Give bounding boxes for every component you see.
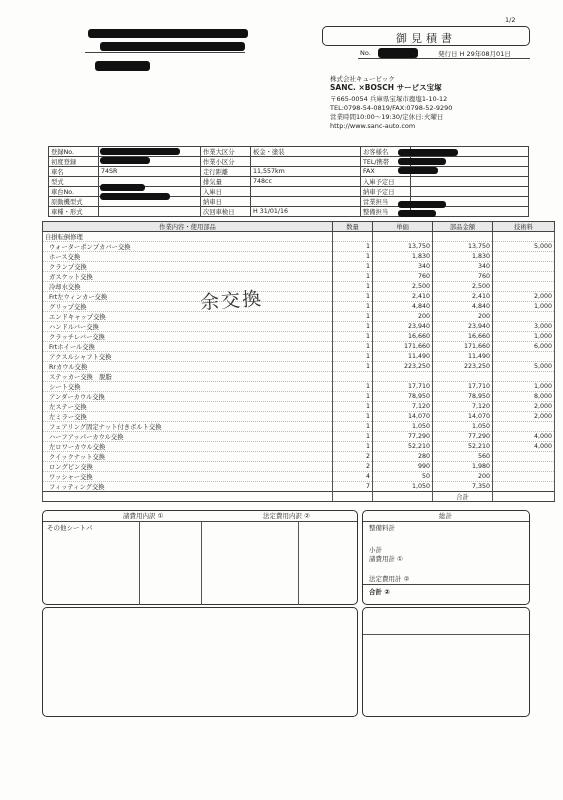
table-row — [43, 232, 555, 242]
cell-desc: ステッカー交換 脱脂 — [43, 372, 333, 382]
info-value — [411, 177, 529, 187]
cell-labor: 4,000 — [493, 442, 555, 452]
cell-amount: 7,120 — [433, 402, 493, 412]
table-row — [43, 382, 555, 392]
cell-unit: 1,050 — [373, 482, 433, 492]
info-value: 板金・塗装 — [251, 147, 361, 157]
info-value — [251, 197, 361, 207]
table-row — [43, 402, 555, 412]
info-value — [251, 187, 361, 197]
table-row — [43, 282, 555, 292]
cell-desc: ワッシャー交換 — [43, 472, 333, 482]
cell-amount: 1,980 — [433, 462, 493, 472]
table-header-row — [43, 222, 555, 232]
cell-labor: 6,000 — [493, 342, 555, 352]
redacted-field — [398, 210, 436, 217]
cell-amount: 11,490 — [433, 352, 493, 362]
redacted-field — [398, 158, 446, 165]
cell-amount: 16,660 — [433, 332, 493, 342]
cell-labor: 3,000 — [493, 322, 555, 332]
cell-unit: 52,210 — [373, 442, 433, 452]
column-header: 数量 — [333, 222, 373, 232]
column-header: 部品金額 — [433, 222, 493, 232]
cell-unit: 171,660 — [373, 342, 433, 352]
cell-unit: 1,830 — [373, 252, 433, 262]
info-value — [411, 187, 529, 197]
cell-amount: 171,660 — [433, 342, 493, 352]
cell-desc: アンダーカウル交換 — [43, 392, 333, 402]
cell-labor — [493, 272, 555, 282]
cell-unit: 2,410 — [373, 292, 433, 302]
cell-qty: 1 — [333, 292, 373, 302]
info-label: 営業担当 — [361, 197, 411, 207]
cell-amount: 223,250 — [433, 362, 493, 372]
cell-unit: 78,950 — [373, 392, 433, 402]
cell-desc: ロングピン交換 — [43, 462, 333, 472]
cell-desc: クラッチレバー交換 — [43, 332, 333, 342]
cell-labor — [493, 232, 555, 242]
company-name: SANC. ×BOSCH サービス宝塚 — [330, 83, 442, 92]
title-box — [322, 26, 530, 46]
cell-labor — [493, 422, 555, 432]
cell-unit — [373, 372, 433, 382]
cell-labor — [493, 472, 555, 482]
info-value: H 31/01/16 — [251, 207, 361, 217]
redacted-field — [100, 148, 180, 155]
table-row — [43, 432, 555, 442]
subtotal-label: 小計 — [369, 546, 382, 554]
cell-desc: Frt左ウィンカー交換 — [43, 292, 333, 302]
cell-unit: 13,750 — [373, 242, 433, 252]
cell-qty: 1 — [333, 272, 373, 282]
total-cell — [333, 492, 373, 502]
cell-unit: 1,050 — [373, 422, 433, 432]
divider — [298, 521, 299, 605]
cell-qty: 1 — [333, 342, 373, 352]
estimate-items-table — [42, 221, 555, 502]
divider — [139, 521, 140, 605]
table-row — [43, 292, 555, 302]
table-row — [43, 362, 555, 372]
cell-qty: 1 — [333, 262, 373, 272]
info-label: 登録No. — [49, 147, 99, 157]
table-row — [43, 322, 555, 332]
cell-qty: 1 — [333, 412, 373, 422]
cell-amount: 2,410 — [433, 292, 493, 302]
divider — [363, 634, 529, 635]
total-cell — [373, 492, 433, 502]
name-underline — [85, 52, 245, 53]
table-row — [43, 262, 555, 272]
summary-label: 総計 — [439, 512, 452, 520]
cell-qty: 1 — [333, 352, 373, 362]
company-hours: 営業時間10:00～19:30/定休日:火曜日 — [330, 113, 444, 121]
info-label: 次回車検日 — [201, 207, 251, 217]
cell-desc: Frtホイール交換 — [43, 342, 333, 352]
cell-qty: 1 — [333, 322, 373, 332]
cell-labor — [493, 462, 555, 472]
cell-desc: アクスルシャフト交換 — [43, 352, 333, 362]
info-label: 車種・形式 — [49, 207, 99, 217]
redacted-field — [398, 167, 438, 174]
cell-qty: 7 — [333, 482, 373, 492]
cell-amount: 7,350 — [433, 482, 493, 492]
table-row — [43, 452, 555, 462]
cell-unit: 14,070 — [373, 412, 433, 422]
table-row — [43, 462, 555, 472]
cell-desc: ハーフアッパーカウル交換 — [43, 432, 333, 442]
redacted-field — [100, 157, 150, 164]
cell-amount: 77,290 — [433, 432, 493, 442]
cell-labor: 8,000 — [493, 392, 555, 402]
cell-desc: フェアリング固定ナット付きボルト交換 — [43, 422, 333, 432]
stamp-box — [362, 607, 530, 717]
cell-desc: 左ミラー交換 — [43, 412, 333, 422]
cell-labor — [493, 282, 555, 292]
info-label: 作業小区分 — [201, 157, 251, 167]
info-value: 74SR — [99, 167, 201, 177]
cell-amount: 200 — [433, 472, 493, 482]
redacted-field — [100, 184, 145, 191]
info-label: 整備担当 — [361, 207, 411, 217]
cell-desc: グリップ交換 — [43, 302, 333, 312]
redacted-field — [398, 149, 458, 156]
cell-labor: 2,000 — [493, 402, 555, 412]
cell-desc: 自損転倒修理 — [43, 232, 333, 242]
cell-desc: 左ロワーカウル交換 — [43, 442, 333, 452]
grand-total-label: 合計 ② — [369, 588, 390, 596]
cell-qty: 1 — [333, 382, 373, 392]
cell-desc: Rrカウル交換 — [43, 362, 333, 372]
table-row — [43, 412, 555, 422]
cell-unit: 340 — [373, 262, 433, 272]
cell-amount: 14,070 — [433, 412, 493, 422]
cell-qty: 1 — [333, 362, 373, 372]
redacted-field — [100, 193, 170, 200]
cell-qty: 1 — [333, 252, 373, 262]
info-label: FAX — [361, 167, 411, 177]
redacted-customer — [88, 29, 248, 38]
cell-labor: 1,000 — [493, 332, 555, 342]
cell-qty: 1 — [333, 332, 373, 342]
column-header: 技術料 — [493, 222, 555, 232]
info-label: TEL/携帯 — [361, 157, 411, 167]
cell-unit: 280 — [373, 452, 433, 462]
column-header: 作業内容・使用部品 — [43, 222, 333, 232]
cell-amount: 23,940 — [433, 322, 493, 332]
cell-labor: 5,000 — [493, 242, 555, 252]
cell-qty: 1 — [333, 312, 373, 322]
cell-amount: 13,750 — [433, 242, 493, 252]
cell-labor — [493, 252, 555, 262]
cell-labor: 5,000 — [493, 362, 555, 372]
cell-unit: 16,660 — [373, 332, 433, 342]
cell-desc: フィッティング交換 — [43, 482, 333, 492]
column-header: 単価 — [373, 222, 433, 232]
cell-amount: 1,830 — [433, 252, 493, 262]
cell-qty — [333, 232, 373, 242]
company-address: 〒665-0054 兵庫県宝塚市鹿塩1-10-12 — [330, 95, 448, 103]
table-row — [43, 472, 555, 482]
cell-labor — [493, 482, 555, 492]
maintenance-total-label: 整備料計 — [369, 524, 395, 532]
info-label: 排気量 — [201, 177, 251, 187]
divider — [363, 584, 529, 585]
cell-labor — [493, 312, 555, 322]
redacted-number — [378, 48, 418, 58]
cell-desc: クイックナット交換 — [43, 452, 333, 462]
cell-qty: 1 — [333, 402, 373, 412]
cell-amount: 2,500 — [433, 282, 493, 292]
cell-amount — [433, 372, 493, 382]
table-row — [43, 392, 555, 402]
expenses-box — [42, 510, 358, 605]
notes-box — [42, 607, 358, 717]
cell-desc: エンドキャップ交換 — [43, 312, 333, 322]
cell-labor — [493, 262, 555, 272]
custom-total-label: 諸費用計 ① — [369, 555, 403, 563]
table-row — [43, 242, 555, 252]
info-label: 入庫予定日 — [361, 177, 411, 187]
cell-unit: 760 — [373, 272, 433, 282]
cell-qty — [333, 372, 373, 382]
cell-labor: 4,000 — [493, 432, 555, 442]
info-label: 原動機型式 — [49, 197, 99, 207]
company-url: http://www.sanc-auto.com — [330, 122, 416, 130]
cell-amount: 78,950 — [433, 392, 493, 402]
cell-desc: ガスケット交換 — [43, 272, 333, 282]
cell-labor — [493, 352, 555, 362]
cell-unit: 17,710 — [373, 382, 433, 392]
cell-unit: 990 — [373, 462, 433, 472]
cell-qty: 1 — [333, 422, 373, 432]
table-row — [43, 302, 555, 312]
cell-unit: 2,500 — [373, 282, 433, 292]
handwritten-note: 余交換 — [199, 287, 264, 315]
page-number: 1/2 — [505, 16, 516, 24]
info-label: お客様名 — [361, 147, 411, 157]
info-label: 納車日 — [201, 197, 251, 207]
cell-amount: 560 — [433, 452, 493, 462]
cell-unit: 50 — [373, 472, 433, 482]
table-row — [43, 352, 555, 362]
cell-unit: 11,490 — [373, 352, 433, 362]
cell-qty: 1 — [333, 242, 373, 252]
info-label: 初度登録 — [49, 157, 99, 167]
cell-labor — [493, 452, 555, 462]
table-row — [43, 442, 555, 452]
cell-desc: ハンドルバー交換 — [43, 322, 333, 332]
no-label: No. — [360, 49, 371, 57]
cell-qty: 2 — [333, 462, 373, 472]
table-row — [43, 312, 555, 322]
cell-qty: 4 — [333, 472, 373, 482]
cell-labor: 1,000 — [493, 302, 555, 312]
cell-qty: 1 — [333, 282, 373, 292]
table-row — [43, 422, 555, 432]
cell-qty: 1 — [333, 392, 373, 402]
cell-desc: クランプ交換 — [43, 262, 333, 272]
total-cell — [43, 492, 333, 502]
legal-expenses-label: 法定費用内訳 ② — [263, 512, 310, 520]
info-row — [49, 167, 529, 177]
cell-qty: 1 — [333, 432, 373, 442]
info-row — [49, 207, 529, 217]
cell-amount: 17,710 — [433, 382, 493, 392]
redacted-customer — [100, 42, 245, 51]
cell-labor: 2,000 — [493, 412, 555, 422]
cell-labor: 1,000 — [493, 382, 555, 392]
cell-unit: 23,940 — [373, 322, 433, 332]
summary-box — [362, 510, 530, 605]
cell-desc: 左ステー交換 — [43, 402, 333, 412]
info-label: 型式 — [49, 177, 99, 187]
cell-labor: 2,000 — [493, 292, 555, 302]
document-title: 御見積書 — [396, 32, 456, 45]
issue-date: 発行日 H 29年08月01日 — [438, 50, 511, 58]
table-row — [43, 372, 555, 382]
cell-desc: シート交換 — [43, 382, 333, 392]
info-label: 車台No. — [49, 187, 99, 197]
cell-unit: 77,290 — [373, 432, 433, 442]
table-row — [43, 252, 555, 262]
legal-total-label: 法定費用計 ② — [369, 575, 410, 583]
cell-unit: 200 — [373, 312, 433, 322]
table-row — [43, 342, 555, 352]
table-row — [43, 332, 555, 342]
info-value: 11,557km — [251, 167, 361, 177]
info-label: 納車予定日 — [361, 187, 411, 197]
other-seat-label: その他シートパ — [47, 524, 93, 532]
divider — [201, 521, 202, 605]
info-value — [251, 157, 361, 167]
cell-amount: 200 — [433, 312, 493, 322]
info-label: 走行距離 — [201, 167, 251, 177]
info-value — [99, 207, 201, 217]
company-phone: TEL:0798-54-0819/FAX:0798-52-9290 — [330, 104, 453, 112]
cell-amount: 1,050 — [433, 422, 493, 432]
cell-desc: ウォーターポンプカバー交換 — [43, 242, 333, 252]
custom-expenses-label: 諸費用内訳 ① — [123, 512, 164, 520]
redacted-customer — [95, 61, 150, 71]
redacted-field — [398, 201, 446, 208]
company-line: 株式会社キュービック — [330, 75, 395, 83]
cell-unit: 7,120 — [373, 402, 433, 412]
cell-desc: 冷却水交換 — [43, 282, 333, 292]
cell-unit: 223,250 — [373, 362, 433, 372]
table-row — [43, 482, 555, 492]
info-label: 作業大区分 — [201, 147, 251, 157]
cell-amount: 340 — [433, 262, 493, 272]
cell-amount: 760 — [433, 272, 493, 282]
cell-amount: 52,210 — [433, 442, 493, 452]
number-underline — [358, 58, 530, 59]
cell-amount: 4,840 — [433, 302, 493, 312]
cell-labor — [493, 372, 555, 382]
cell-unit: 4,840 — [373, 302, 433, 312]
cell-qty: 1 — [333, 442, 373, 452]
info-label: 入庫日 — [201, 187, 251, 197]
cell-amount — [433, 232, 493, 242]
info-value: 748cc — [251, 177, 361, 187]
cell-desc: ホース交換 — [43, 252, 333, 262]
total-row — [43, 492, 555, 502]
total-cell — [493, 492, 555, 502]
table-row — [43, 272, 555, 282]
cell-qty: 2 — [333, 452, 373, 462]
info-label: 車名 — [49, 167, 99, 177]
cell-unit — [373, 232, 433, 242]
cell-qty: 1 — [333, 302, 373, 312]
total-label: 合計 — [433, 492, 493, 502]
